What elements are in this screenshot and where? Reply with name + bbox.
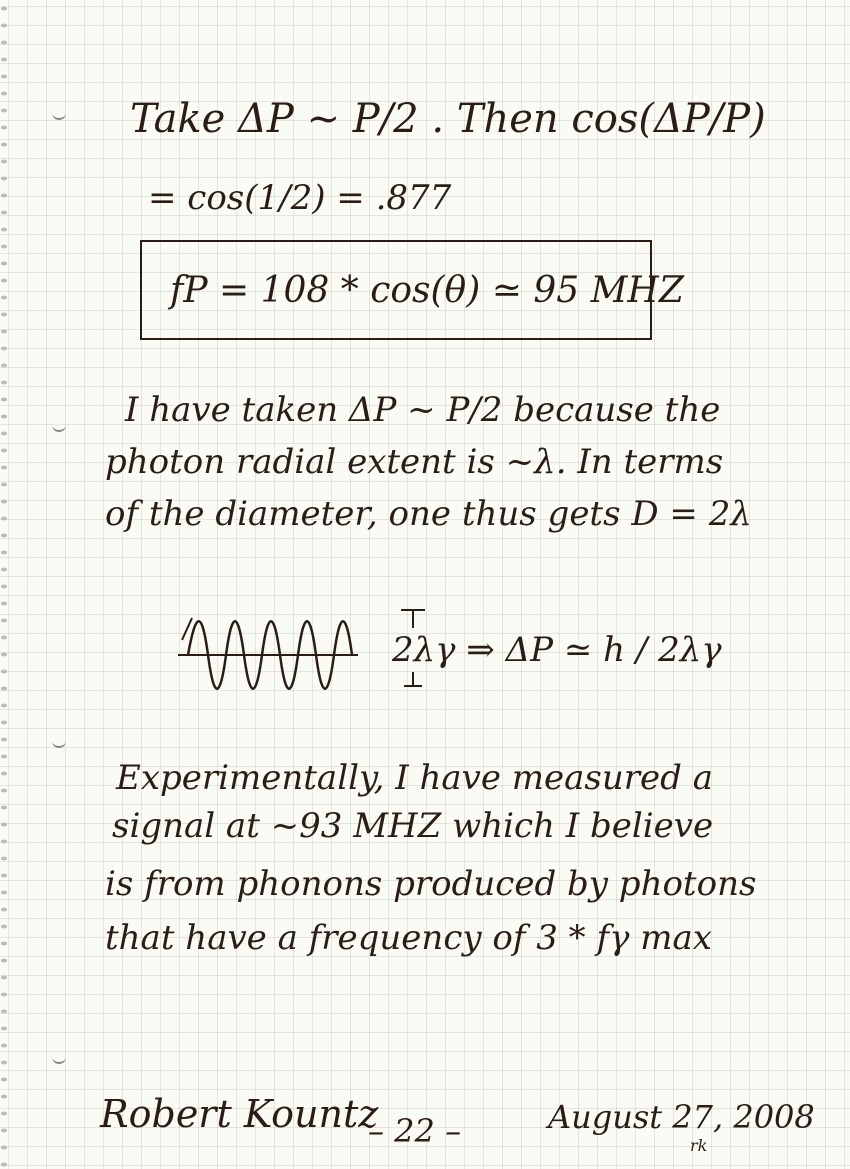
equation-line-2: = cos(1/2) = .877 <box>148 178 452 218</box>
text-line-2: photon radial extent is ~λ. In terms <box>105 442 724 482</box>
binder-holes <box>0 0 16 1169</box>
boxed-result: fP = 108 * cos(θ) ≃ 95 MHZ <box>170 270 684 311</box>
equation-line-1: Take ΔP ~ P/2 . Then cos(ΔP/P) <box>130 96 766 142</box>
body-line-2: signal at ~93 MHZ which I believe <box>112 806 714 846</box>
date: August 27, 2008 <box>548 1098 815 1136</box>
momentum-relation: 2λγ ⇒ ΔP ≃ h / 2λγ <box>392 630 722 670</box>
photon-wave-sketch <box>178 600 378 710</box>
margin-mark <box>52 736 66 748</box>
wave-tail <box>182 618 192 640</box>
body-line-3: is from phonons produced by photons <box>105 864 757 904</box>
initials: rk <box>690 1136 708 1155</box>
signature: Robert Kountz <box>100 1092 379 1136</box>
text-line-3: of the diameter, one thus gets D = 2λ <box>105 494 752 534</box>
margin-mark <box>52 108 66 120</box>
margin-mark <box>52 1052 66 1064</box>
body-line-4: that have a frequency of 3 * fγ max <box>105 918 712 958</box>
margin-mark <box>52 420 66 432</box>
page-number: – 22 – <box>368 1112 462 1150</box>
body-line-1: Experimentally, I have measured a <box>116 758 713 798</box>
text-line-1: I have taken ΔP ~ P/2 because the <box>125 390 721 430</box>
